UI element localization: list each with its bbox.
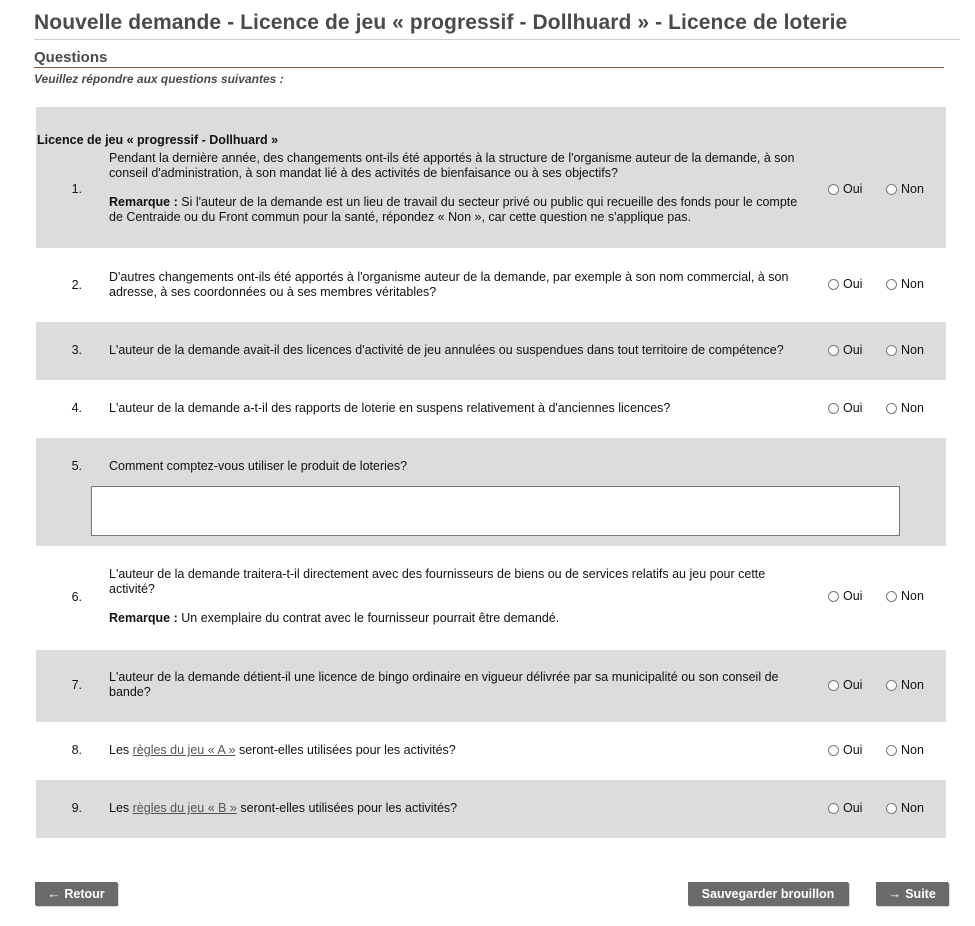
answer-options [828,801,948,817]
next-button-label: Suite [905,886,936,901]
question-row-2 [36,248,946,322]
question-1-text: Pendant la dernière année, des changements ont-ils été apportés à la structure de l'organisme auteur de la demande, à son conseil d'administration, à son mandat lié à des activités de bienfaisance ou à ses objectifs? [109,151,795,180]
question-row-7 [36,650,946,722]
question-5-text: Comment comptez-vous utiliser le produit de loteries? [109,459,408,473]
option-label: Non [901,277,924,291]
question-text [109,567,814,626]
note-label: Remarque : [109,195,178,209]
question-7-text: L'auteur de la demande détient-il une licence de bingo ordinaire en vigueur délivrée par sa municipalité ou son conseil de bande? [109,670,779,699]
question-row-3 [36,322,946,380]
option-non[interactable] [886,343,924,357]
note-label: Remarque : [109,611,178,625]
arrow-left-icon: ← [47,886,61,901]
option-label: Oui [843,401,863,415]
option-label: Oui [843,182,863,196]
question-number: 4. [71,401,82,415]
radio-oui-4[interactable] [828,403,839,414]
question-6-text: L'auteur de la demande traitera-t-il directement avec des fournisseurs de biens ou de services relatifs au jeu pour cette activité? [109,567,766,596]
question-number: 7. [71,678,82,692]
answer-options [828,401,948,417]
question-row-9 [36,780,946,838]
save-draft-button[interactable] [688,882,848,905]
radio-non-7[interactable] [886,680,897,691]
question-row-4 [36,380,946,438]
answer-options [828,589,948,605]
option-non[interactable] [886,589,924,603]
note-text: Si l'auteur de la demande est un lieu de travail du secteur privé ou public qui recueille des fonds pour le compte de Centraide ou du Front commun pour la santé, répondez « Non », car cette question ne s'applique pas. [109,195,798,224]
option-non[interactable] [886,678,924,692]
question-suffix: seront-elles utilisées pour les activités? [235,743,456,757]
group-title: Licence de jeu « progressif - Dollhuard » [37,133,279,147]
title-divider [34,39,960,40]
radio-oui-1[interactable] [828,184,839,195]
question-row-8 [36,722,946,780]
rules-a-link[interactable]: règles du jeu « A » [132,743,236,757]
answer-options [828,277,948,293]
option-label: Non [901,678,924,692]
question-9-text [109,801,814,816]
option-oui[interactable] [828,401,862,415]
usage-answer-textarea[interactable] [91,486,900,536]
option-label: Non [901,801,924,815]
option-label: Oui [843,678,863,692]
option-label: Oui [843,801,863,815]
radio-oui-9[interactable] [828,803,839,814]
radio-oui-3[interactable] [828,345,839,356]
question-row-5 [36,438,946,546]
question-6-note [109,611,814,626]
option-oui[interactable] [828,589,862,603]
option-label: Oui [843,589,863,603]
radio-non-4[interactable] [886,403,897,414]
option-non[interactable] [886,401,924,415]
radio-non-1[interactable] [886,184,897,195]
option-label: Non [901,589,924,603]
option-oui[interactable] [828,678,862,692]
question-row-1 [36,107,946,248]
radio-oui-2[interactable] [828,279,839,290]
radio-oui-6[interactable] [828,591,839,602]
answer-options [828,182,948,198]
question-prefix: Les [109,801,133,815]
question-number: 8. [71,743,82,757]
option-label: Non [901,743,924,757]
option-non[interactable] [886,801,924,815]
option-oui[interactable] [828,743,862,757]
radio-non-8[interactable] [886,745,897,756]
section-divider [34,67,944,68]
section-heading: Questions [34,49,108,66]
option-label: Oui [843,743,863,757]
option-non[interactable] [886,182,924,196]
next-button[interactable] [876,882,948,905]
question-3-text: L'auteur de la demande avait-il des licences d'activité de jeu annulées ou suspendues dans tout territoire de compétence? [109,343,784,357]
option-label: Non [901,343,924,357]
radio-oui-7[interactable] [828,680,839,691]
question-4-text: L'auteur de la demande a-t-il des rapports de loterie en suspens relativement à d'anciennes licences? [109,401,671,415]
back-button[interactable] [35,882,117,905]
question-2-text: D'autres changements ont-ils été apportés à l'organisme auteur de la demande, par exemple à son nom commercial, à son adresse, à ses coordonnées ou à ses membres véritables? [109,270,789,299]
question-number: 2. [71,278,82,292]
save-draft-label: Sauvegarder brouillon [701,886,835,901]
question-number: 3. [71,343,82,357]
option-oui[interactable] [828,343,862,357]
option-non[interactable] [886,743,924,757]
radio-non-2[interactable] [886,279,897,290]
radio-non-3[interactable] [886,345,897,356]
option-non[interactable] [886,277,924,291]
page-title: Nouvelle demande - Licence de jeu « progressif - Dollhuard » - Licence de loterie [34,11,848,34]
question-1-note [109,195,814,225]
answer-options [828,743,948,759]
question-suffix: seront-elles utilisées pour les activités? [236,801,458,815]
option-label: Non [901,401,924,415]
note-text: Un exemplaire du contrat avec le fournisseur pourrait être demandé. [177,611,560,625]
question-text [109,151,814,225]
option-oui[interactable] [828,801,862,815]
option-label: Non [901,182,924,196]
question-prefix: Les [109,743,133,757]
answer-options [828,343,948,359]
question-number: 1. [71,182,82,196]
arrow-right-icon: → [888,886,902,901]
option-oui[interactable] [828,182,862,196]
answer-options [828,678,948,694]
radio-oui-8[interactable] [828,745,839,756]
question-number: 6. [71,590,82,604]
radio-non-9[interactable] [886,803,897,814]
radio-non-6[interactable] [886,591,897,602]
option-oui[interactable] [828,277,862,291]
back-button-label: Retour [64,886,105,901]
question-row-6 [36,546,946,650]
instructions-text: Veuillez répondre aux questions suivantes : [34,72,284,86]
rules-b-link[interactable]: règles du jeu « B » [132,801,237,815]
option-label: Oui [843,277,863,291]
question-number: 9. [71,801,82,815]
question-number: 5. [71,459,82,473]
option-label: Oui [843,343,863,357]
question-8-text [109,743,814,758]
